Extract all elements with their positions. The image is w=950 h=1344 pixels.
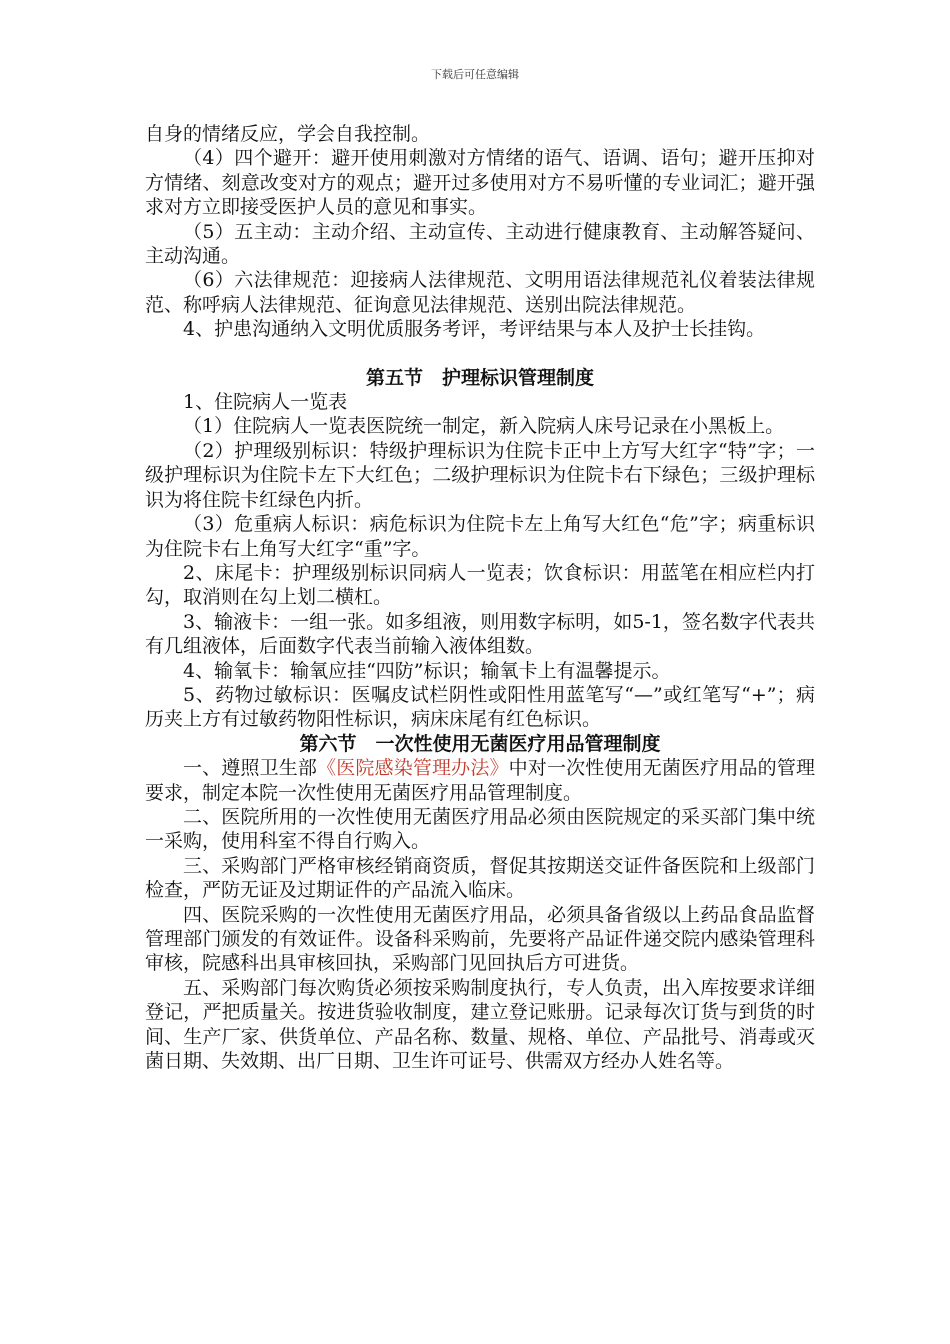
paragraph: （4）四个避开：避开使用刺激对方情绪的语气、语调、语句；避开压抑对方情绪、刻意改变对方的观点；避开过多使用对方不易听懂的专业词汇；避开强求对方立即接受医护人员的意见和事实。	[145, 147, 815, 219]
paragraph: 5、药物过敏标识：医嘱皮试栏阴性或阳性用蓝笔写“—”或红笔写“+”；病历夹上方有过敏药物阳性标识，病床床尾有红色标识。	[145, 683, 815, 731]
paragraph-text: 一、遵照卫生部	[183, 757, 318, 780]
paragraph: 4、输氧卡：输氧应挂“四防”标识；输氧卡上有温馨提示。	[183, 659, 671, 682]
paragraph: 五、采购部门每次购货必须按采购制度执行，专人负责，出入库按要求详细登记，严把质量关。按进货验收制度，建立登记账册。记录每次订货与到货的时间、生产厂家、供货单位、产品名称、数量、规格、单位、产品批号、消毒或灭菌日期、失效期、出厂日期、卫生许可证号、供需双方经办人姓名等。	[145, 976, 815, 1073]
section-title: 第六节 一次性使用无菌医疗用品管理制度	[299, 732, 661, 755]
paragraph: 四、医院采购的一次性使用无菌医疗用品，必须具备省级以上药品食品监督管理部门颁发的有效证件。设备科采购前，先要将产品证件递交院内感染管理科审核，院感科出具审核回执，采购部门见回执后方可进货。	[145, 903, 815, 975]
paragraph: 2、床尾卡：护理级别标识同病人一览表；饮食标识：用蓝笔在相应栏内打勾，取消则在勾上划二横杠。	[145, 561, 815, 609]
paragraph: 3、输液卡：一组一张。如多组液，则用数字标明，如5-1，签名数字代表共有几组液体，后面数字代表当前输入液体组数。	[145, 610, 815, 658]
paragraph: 自身的情绪反应，学会自我控制。	[145, 123, 431, 145]
paragraph: （1）住院病人一览表医院统一制定，新入院病人床号记录在小黑板上。	[183, 415, 785, 438]
paragraph: 三、采购部门严格审核经销商资质，督促其按期送交证件备医院和上级部门检查，严防无证及过期证件的产品流入临床。	[145, 854, 815, 902]
page-header: 下载后可任意编辑	[431, 68, 519, 81]
paragraph: 4、护患沟通纳入文明优质服务考评，考评结果与本人及护士长挂钩。	[183, 318, 766, 341]
regulation-reference: 《医院感染管理办法》	[317, 757, 509, 780]
paragraph-text: 中对一次性使用无菌医疗用品的管理要求，制定本院一次性使用无菌医疗用品管理制度。	[145, 757, 815, 804]
paragraph: 二、医院所用的一次性使用无菌医疗用品必须由医院规定的采买部门集中统一采购，使用科室不得自行购入。	[145, 805, 815, 853]
paragraph: （6）六法律规范：迎接病人法律规范、文明用语法律规范礼仪着装法律规范、称呼病人法律规范、征询意见法律规范、送别出院法律规范。	[145, 269, 815, 316]
paragraph: （3）危重病人标识：病危标识为住院卡左上角写大红色“危”字；病重标识为住院卡右上角写大红字“重”字。	[145, 513, 815, 560]
paragraph: （5）五主动：主动介绍、主动宣传、主动进行健康教育、主动解答疑问、主动沟通。	[145, 220, 815, 268]
paragraph: （2）护理级别标识：特级护理标识为住院卡正中上方写大红字“特”字；一级护理标识为住院卡左下大红色；二级护理标识为住院卡右下绿色；三级护理标识为将住院卡红绿色内折。	[145, 439, 815, 511]
spacer	[145, 342, 815, 366]
document-body	[145, 122, 815, 1073]
section-title: 第五节 护理标识管理制度	[365, 366, 594, 389]
paragraph	[145, 756, 815, 805]
paragraph: 1、住院病人一览表	[183, 391, 348, 414]
